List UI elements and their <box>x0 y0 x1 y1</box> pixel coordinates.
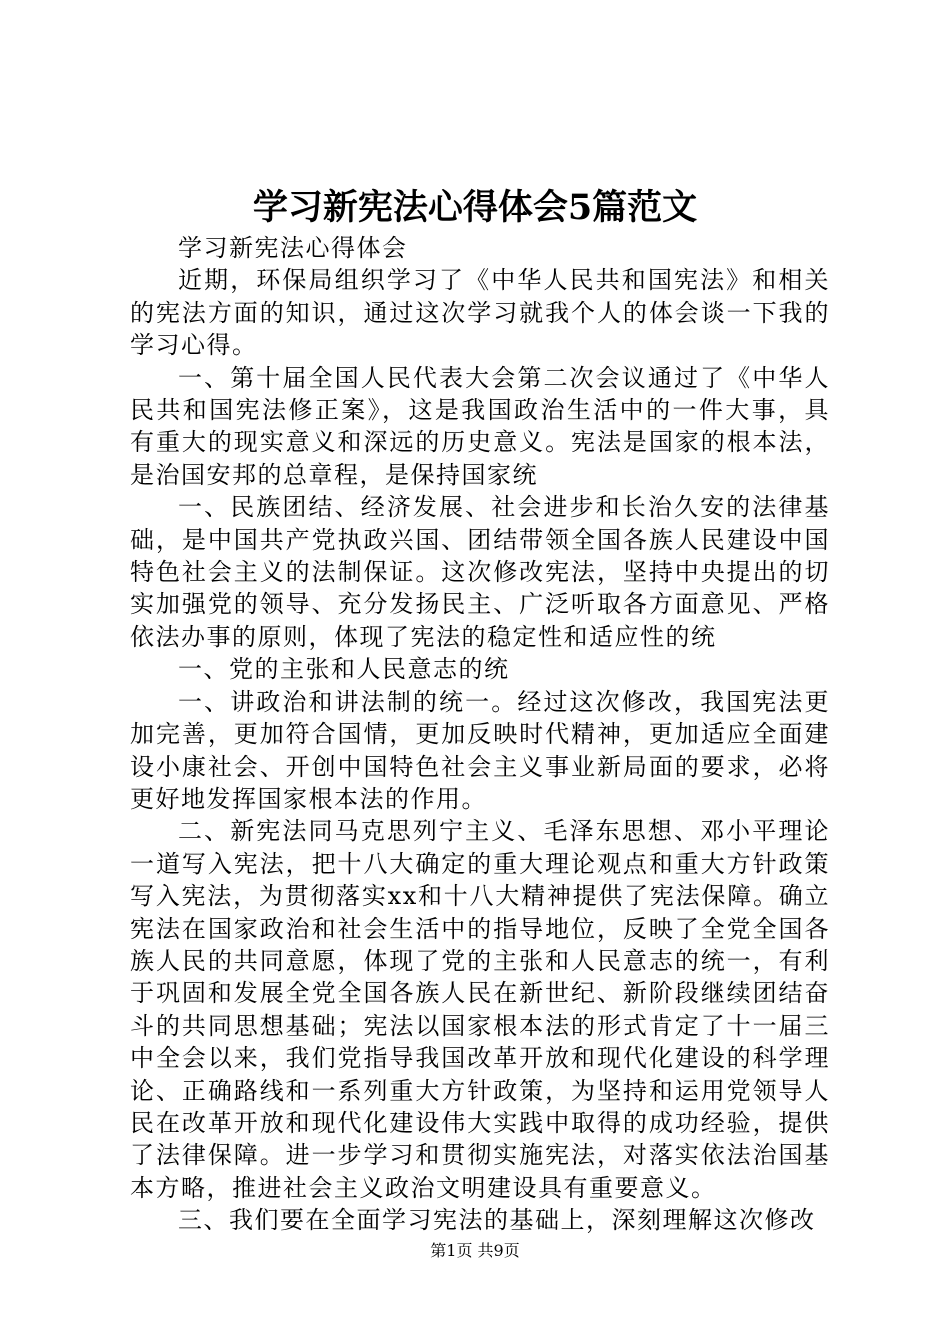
body-paragraph: 一、民族团结、经济发展、社会进步和长治久安的法律基础，是中国共产党执政兴国、团结带领全国各族人民建设中国特色社会主义的法制保证。这次修改宪法，坚持中央提出的切实加强党的领导、充分发扬民主、广泛听取各方面意见、严格依法办事的原则，体现了宪法的稳定性和适应性的统 <box>130 493 830 651</box>
body-paragraph: 一、党的主张和人民意志的统 <box>178 655 510 684</box>
body-paragraph: 一、讲政治和讲法制的统一。经过这次修改，我国宪法更加完善，更加符合国情，更加反映时代精神，更加适应全面建设小康社会、开创中国特色社会主义事业新局面的要求，必将更好地发挥国家根本法的作用。 <box>130 687 830 813</box>
document-body <box>130 232 830 1237</box>
document-title: 学习新宪法心得体会5篇范文 <box>252 187 698 228</box>
body-paragraph: 二、新宪法同马克思列宁主义、毛泽东思想、邓小平理论一道写入宪法，把十八大确定的重大理论观点和重大方针政策写入宪法，为贯彻落实xx和十八大精神提供了宪法保障。确立宪法在国家政治和社会生活中的指导地位，反映了全党全国各族人民的共同意愿，体现了党的主张和人民意志的统一，有利于巩固和发展全党全国各族人民在新世纪、新阶段继续团结奋斗的共同思想基础；宪法以国家根本法的形式肯定了十一届三中全会以来，我们党指导我国改革开放和现代化建设的科学理论、正确路线和一系列重大方针政策，为坚持和运用党领导人民在改革开放和现代化建设伟大实践中取得的成功经验，提供了法律保障。进一步学习和贯彻实施宪法，对落实依法治国基本方略，推进社会主义政治文明建设具有重要意义。 <box>130 817 830 1202</box>
page-number-footer: 第1页 共9页 <box>430 1241 520 1260</box>
body-paragraph: 一、第十届全国人民代表大会第二次会议通过了《中华人民共和国宪法修正案》，这是我国政治生活中的一件大事，具有重大的现实意义和深远的历史意义。宪法是国家的根本法，是治国安邦的总章程，是保持国家统 <box>130 363 830 489</box>
intro-paragraph: 近期，环保局组织学习了《中华人民共和国宪法》和相关的宪法方面的知识，通过这次学习就我个人的体会谈一下我的学习心得。 <box>130 266 830 360</box>
subtitle-paragraph: 学习新宪法心得体会 <box>178 234 408 262</box>
body-paragraph: 三、我们要在全面学习宪法的基础上，深刻理解这次修改 <box>178 1206 816 1235</box>
